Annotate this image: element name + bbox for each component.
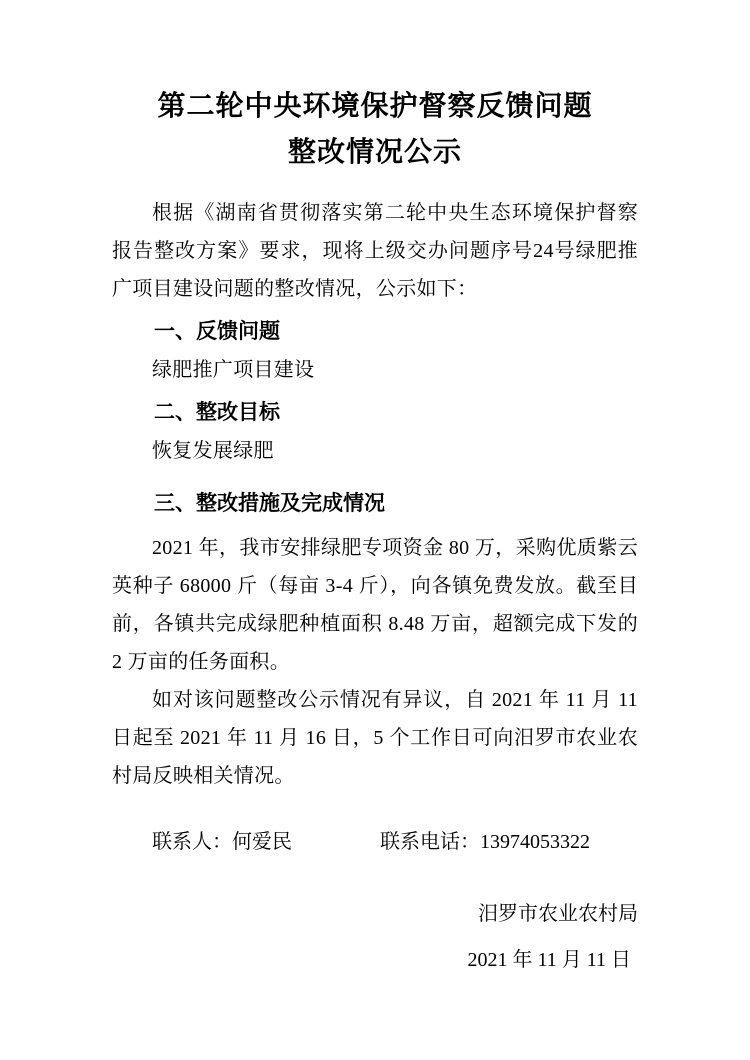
- contact-phone-label: 联系电话：: [380, 831, 480, 853]
- contact-person: [152, 831, 292, 853]
- objection-period-paragraph: 如对该问题整改公示情况有异议，自 2021 年 11 月 11 日起至 2021 年 11 月 16 日，5 个工作日可向汨罗市农业农村局反映相关情况。: [112, 689, 638, 787]
- document-title-line-2: 整改情况公示: [287, 137, 462, 168]
- section-2-heading: 二、整改目标: [154, 401, 280, 424]
- section-3-measures-paragraph: 2021 年，我市安排绿肥专项资金 80 万，采购优质紫云英种子 68000 斤（每亩 3-4 斤），向各镇免费发放。截至目前，各镇共完成绿肥种植面积 8.48 万亩，超额完成下发的 2 万亩的任务面积。: [112, 537, 638, 673]
- contact-person-label: 联系人：: [152, 831, 232, 853]
- issuer-name: 汨罗市农业农村局: [478, 903, 638, 925]
- section-2-body: 恢复发展绿肥: [152, 440, 274, 462]
- contact-person-name: 何爱民: [232, 831, 292, 853]
- contact-row: [112, 823, 638, 861]
- intro-paragraph: 根据《湖南省贯彻落实第二轮中央生态环境保护督察报告整改方案》要求，现将上级交办问题序号24号绿肥推广项目建设问题的整改情况，公示如下：: [112, 202, 638, 300]
- section-1-heading: 一、反馈问题: [154, 320, 280, 343]
- document-title-line-1: 第二轮中央环境保护督察反馈问题: [157, 91, 593, 122]
- document-title: [112, 84, 638, 176]
- contact-phone-number: 13974053322: [480, 831, 590, 853]
- section-3-heading: 三、整改措施及完成情况: [154, 492, 385, 515]
- section-1-body: 绿肥推广项目建设: [152, 359, 315, 381]
- issue-date: 2021 年 11 月 11 日: [467, 949, 631, 971]
- contact-phone: [380, 831, 590, 853]
